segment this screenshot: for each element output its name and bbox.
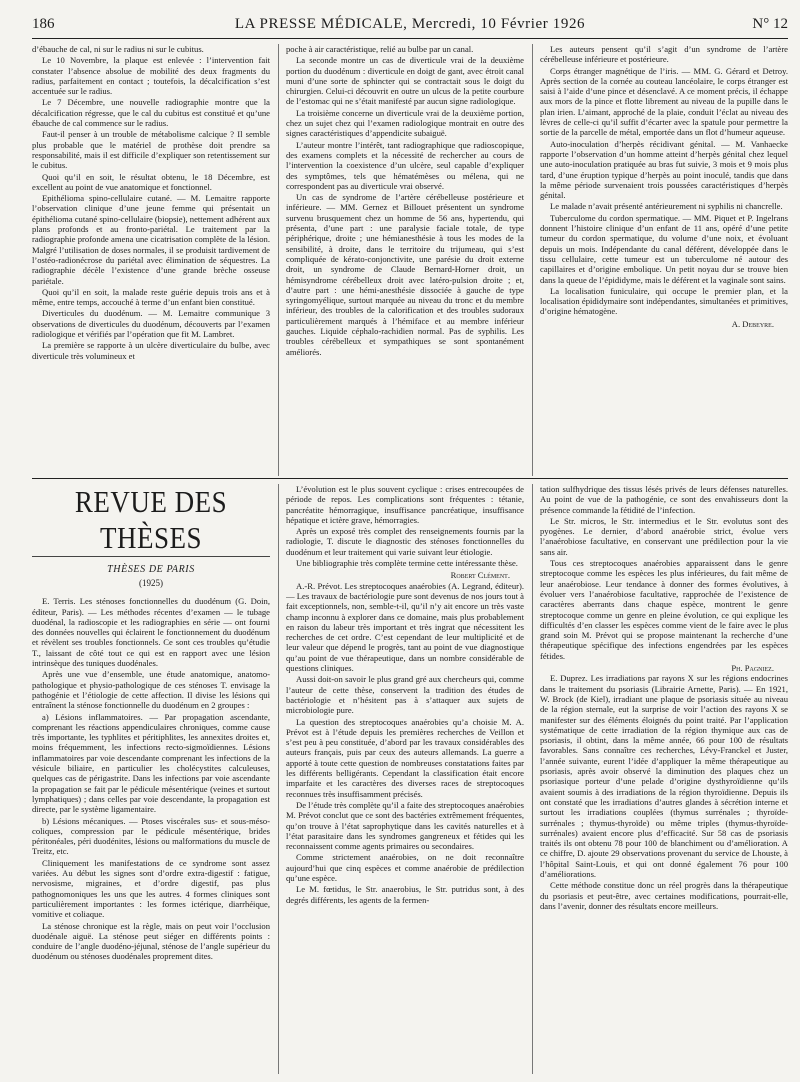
paragraph: a) Lésions inflammatoires. — Par propagation ascendante, comprenant les réactions appendiculaires chroniques, comme cause très importante, les typhlites et péritiphlites, les annexites droites et, moins fréquemment, les infections recto-sigmoïdiennes. Lésions inflammatoires par voie descendante comprenant les infections de la vésicule biliaire, en particulier les cholécystites calculeuses, quelques cas de périgastrite. Dans les infections par voie ascendante la propagation se fait par le pédicule mésentérique (veines et surtout lymphatiques) ; dans celles par voie descendante, la propagation est directe, par le système ligamentaire.: [32, 711, 270, 815]
paragraph: De l’étude très complète qu’il a faite des streptocoques anaérobies M. Prévot conclut que ce sont des bactéries extrêmement fréquentes, qu’on trouve à l’état saprophytique dans les cavités naturelles et à l’état parasitaire dans les syndromes gangreneux et fétides qui les reconnaissent comme agents primaires ou secondaires.: [286, 799, 524, 852]
paragraph: Cette méthode constitue donc un réel progrès dans la thérapeutique du psoriasis et peut-être, avec certaines modifications, pourrait-elle, dans l’avenir, donner des résultats encore meilleurs.: [540, 880, 788, 911]
top-middle-column: [286, 44, 524, 474]
paragraph: Diverticules du duodénum. — M. Lemaitre communique 3 observations de diverticules du duodénum, découverts par l’examen radiologique et vérifiés par l’opération que fit M. Lambret.: [32, 308, 270, 340]
author-signature: Ph. Pagniez.: [731, 663, 774, 674]
paragraph: d’ébauche de cal, ni sur le radius ni sur le cubitus.: [32, 44, 204, 54]
bottom-left-column: [32, 484, 270, 1074]
paragraph: Auto-inoculation d’herpès récidivant génital. — M. Vanhaecke rapporte l’observation d’un homme atteint d’herpès génital chez lequel une auto-inoculation pratiquée au bras fut suivie, 3 mois et 9 mois plus tard, d’une éruption typique d’herpès au point inoculé, tandis que dans la même période survenaient trois poussées caractéristiques d’herpès génital.: [540, 138, 788, 201]
column-rule: [532, 484, 533, 1074]
paragraph: Epithélioma spino-cellulaire cutané. — M. Lemaitre rapporte l’observation clinique d’une jeune femme qui présentait un épithélioma cutané spino-cellulaire (biopsie), nettement adhérent aux plans profonds et au fronto-pariétal. Le traitement par la radiographie profonde amena une cicatrisation complète de la lésion. Malgré l’utilisation de doses normales, il se produisit tardivement de l’ostéo-radionécrose du pariétal avec élimination de séquestres. La radiographie décèle l’existence d’une grande brèche osseuse pariétale.: [32, 193, 270, 286]
paragraph: Corps étranger magnétique de l’iris. — MM. G. Gérard et Detroy. Après section de la cornée au couteau lancéolaire, le corps étranger est saisi à l’aide d’une pince et désenclavé. A ce moment précis, il échappe aux mors de la pince et flotte librement au niveau de la pupille dans le plan irien. L’aimant, approché de la plaie, conduit l’éclat au niveau des lèvres de celle-ci qu’il suffit d’écarter avec la spatule pour permettre la sortie de la parcelle de métal, emportée dans un flot d’humeur aqueuse.: [540, 65, 788, 138]
paragraph: La troisième concerne un diverticule vrai de la deuxième portion, chez un sujet chez qui l’examen radiologique montrait en outre des signes caractéristiques d’appendicite subaiguë.: [286, 107, 524, 139]
paragraph: Après une vue d’ensemble, une étude anatomique, anatomo-pathologique et physio-pathologique de ces sténoses T. envisage la pathogénie et l’étiologie de cette affection. Il divise les lésions qui entraînent la sténose fonctionnelle du duodénum en 2 groupes :: [32, 669, 270, 711]
author-signature: Robert Clément.: [450, 570, 510, 581]
paragraph: La première se rapporte à un ulcère diverticulaire du bulbe, avec diverticule très volumineux et: [32, 340, 270, 361]
column-rule: [532, 44, 533, 476]
paragraph: Faut-il penser à un trouble de métabolisme calcique ? Il semble plus probable que le matériel de prothèse doit prendre sa responsabilité, mais il est difficile d’expliquer son retentissement sur le cubitus.: [32, 129, 270, 171]
section-title: REVUE DES THÈSES: [74, 485, 228, 555]
paragraph: Les auteurs pensent qu’il s’agit d’un syndrome de l’artère cérébelleuse inférieure et postérieure.: [540, 44, 788, 65]
paragraph: Un cas de syndrome de l’artère cérébelleuse postérieure et inférieure. — MM. Gernez et Billouet présentent un syndrome survenu brusquement chez un homme de 56 ans, hypertendu, qui présenta, d’une part : une paralysie faciale totale, de type périphérique, droite ; une hémianesthésie à tous les modes de la sensibilité, à droite, dans le territoire du trijumeau, qui s’est compliquée de kérato-conjonctivite, une parésie du droit externe droit, un syndrome de Claude Bernard-Horner droit, un hémisyndrome cérébelleux droit avec latéro-pulsion droite ; et, d’autre part : une hémi-anesthésie dissociée à gauche de type syringomyélique, surtout marquée au niveau du tronc et du membre inférieur, des troubles de la calorification et des troubles sudoraux particulièrement marqués à l’hémiface et au membre inférieur gauches. Liquide céphalo-rachidien normal. Pas de syphilis. Les troubles cérébelleux et sympathiques se sont spontanément améliorés.: [286, 192, 524, 357]
paragraph: Le malade n’avait présenté antérieurement ni syphilis ni chancrelle.: [550, 201, 783, 212]
paragraph: Aussi doit-on savoir le plus grand gré aux chercheurs qui, comme l’auteur de cette thèse, conservent la tradition des études de bactériologie et n’hésitent pas à s’attaquer aux sujets de microbiologie pure.: [286, 674, 524, 716]
paragraph: Après un exposé très complet des renseignements fournis par la radiologie, T. discute le diagnostic des sténoses fonctionnelles du duodénum et leur traitement qui varie suivant leur étiologie.: [286, 526, 524, 557]
paragraph: Quoi qu’il en soit, le résultat obtenu, le 18 Décembre, est excellent au point de vue anatomique et fonctionnel.: [32, 171, 270, 192]
section-year: (1925): [139, 578, 163, 588]
paragraph: A.-R. Prévot. Les streptocoques anaérobies (A. Legrand, éditeur). — Les travaux de bactériologie pure sont devenus de nos jours tout à fait exceptionnels, non, semble-t-il, qu’il n’y ait encore un très vaste champ inconnu à explorer dans ce domaine, mais plus probablement en raison du labeur très important et très ingrat que nécessitent les recherches de cet ordre. C’est cependant de leur multiplicité et de leur valeur que dépend le progrès, tant au point de vue diagnostique qu’au point de vue thérapeutique, dans un nombre considérable de questions cliniques.: [286, 580, 524, 674]
author-signature: A. Debeyre.: [731, 318, 774, 329]
paragraph: Le M. fœtidus, le Str. anaerobius, le Str. putridus sont, à des degrés différents, les agents de la fermen-: [286, 884, 524, 905]
paragraph: La question des streptocoques anaérobies qu’a choisie M. A. Prévot est à l’étude depuis les premières recherches de Veillon et s’est peu à peu constituée, d’abord par les travaux considérables des auteurs français, puis par ceux des auteurs allemands. La guerre a apporté à toute cette question de nombreuses constatations faites par les différents belligérants. Cependant la classification était encore imparfaite et les caractères des diverses races de streptocoques reconnues très insuffisamment précisés.: [286, 716, 524, 799]
journal-title: LA PRESSE MÉDICALE, Mercredi, 10 Février 1926: [234, 16, 586, 32]
paragraph: b) Lésions mécaniques. — Ptoses viscérales sus- et sous-méso-coliques, compression par le pédicule mésentérique, brides péritonéales, péri duodénites, lésions ou malformations du muscle de Treitz, etc.: [32, 815, 270, 857]
paragraph: Une bibliographie très complète termine cette intéressante thèse.: [296, 558, 518, 569]
paragraph: L’évolution est le plus souvent cyclique : crises entrecoupées de période de repos. Les complications sont fréquentes : tétanie, pancréatite hémorragique, insuffisance pancréatique, insuffisance hépatique et ictère grave, hémorragies.: [286, 484, 524, 525]
paragraph: La localisation funiculaire, qui occupe le premier plan, et la localisation épididymaire sont indépendantes, simultanées et primitives, d’origine hématogène.: [540, 285, 788, 317]
page-number: 186: [32, 16, 55, 32]
paragraph: poche à air caractéristique, relié au bulbe par un canal.: [286, 44, 474, 54]
column-rule: [278, 484, 279, 1074]
paragraph: Tous ces streptocoques anaérobies apparaissent dans le genre streptocoque comme les espèces les plus inférieures, du fait même de leur anaérobiose. Leur tendance à donner des formes évolutives, à évoluer vers l’anaérobiose facultative, rapprochée de l’existence de caractères aberrants dans chaque espèce, montrent le genre streptocoque comme un genre en pleine évolution, ce qui explique les difficultés d’en classer les espèces comme vient de le faire avec le plus grand soin M. Prévot qui se propose maintenant la recherche d’une thérapeutique spécifique des infections engendrées par les espèces fétides.: [540, 558, 788, 661]
bottom-right-column: [540, 484, 788, 1074]
issue-number: N° 12: [752, 16, 788, 32]
paragraph: Le 7 Décembre, une nouvelle radiographie montre que la décalcification régresse, que le cal du cubitus est constitué et qu’une ébauche de cal commence sur le radius.: [32, 97, 270, 129]
top-right-column: [540, 44, 788, 474]
title-rule: [32, 556, 270, 557]
section-divider: [32, 478, 788, 479]
paragraph: La seconde montre un cas de diverticule vrai de la deuxième portion du duodénum : diverticule en doigt de gant, avec étroit canal muni d’une sorte de sphincter qui se contractait sous le doigt du chirurgien. Celui-ci découvrit en outre un ulcus de la petite courbure de l’estomac qui ne s’était manifesté par aucun signe radiologique.: [286, 55, 524, 107]
paragraph: Tuberculome du cordon spermatique. — MM. Piquet et P. Ingelrans donnent l’histoire clinique d’un enfant de 11 ans, opéré d’une petite tumeur du cordon spermatique, du volume d’une noix, et évoluant depuis un mois. Indépendante du canal déférent, développée dans le tissu cellulaire, cette tumeur est un tuberculome né autour des capillaires et d’origine embolique. Un petit noyau dur se trouve bien dans la queue de l’épididyme, mais le déférent et la vaginale sont sains.: [540, 212, 788, 285]
column-rule: [278, 44, 279, 476]
paragraph: Quoi qu’il en soit, la malade reste guérie depuis trois ans et à même, entre temps, accouché à terme d’un enfant bien constitué.: [32, 286, 270, 308]
top-left-column: [32, 44, 270, 474]
paragraph: E. Terris. Les sténoses fonctionnelles du duodénum (G. Doin, éditeur, Paris). — Les méthodes récentes d’examen — le tubage duodénal, la radioscopie et les radiographies en série — ont fourni des données nouvelles qui éclairent le fonctionnement du duodénum et révèlent ses troubles fonctionnels. Ce sont ces troubles qu’étudie T., laissant de côté tout ce qui est en rapport avec une lésion intrinsèque des tuniques duodénales.: [32, 596, 270, 669]
paragraph: Le 10 Novembre, la plaque est enlevée : l’intervention fait constater l’absence absolue de mobilité des deux fragments du radius, parfaitement en contact ; toutefois, la décalcification s’est accentuée sur le radius.: [32, 55, 270, 97]
paragraph: Le Str. micros, le Str. intermedius et le Str. evolutus sont des pyogènes. Le dernier, d’abord anaérobie strict, évolue vers l’anaérobiose facultative, en conservant une prédilection pour la vie sans air.: [540, 515, 788, 557]
bottom-middle-column: [286, 484, 524, 1074]
paragraph: Cliniquement les manifestations de ce syndrome sont assez variées. Au début les signes sont d’ordre extra-digestif : fatigue, nervosisme, migraines, et d’ordre digestif, pas plus pathognomoniques les uns que les autres. 4 formes cliniques sont particulièrement importantes : les formes ictérique, diarrhéique, vomitive et coliaque.: [32, 857, 270, 920]
section-subtitle: THÈSES DE PARIS: [107, 564, 195, 575]
paragraph: tation sulfhydrique des tissus lésés privés de leurs défenses naturelles. Au point de vue de la pathogénie, ce sont des envahisseurs dont la présence commande la fétidité de l’infection.: [540, 484, 788, 515]
paragraph: La sténose chronique est la règle, mais on peut voir l’occlusion duodénale aiguë. La sténose peut siéger en différents points : conduire de l’angle duodéno-jéjunal, sténose de l’angle supérieur du duodénum ou sténoses duodénales proprement dites.: [32, 920, 270, 962]
paragraph: Comme strictement anaérobies, on ne doit reconnaître aujourd’hui que cinq espèces et comme anaérobie de prédilection qu’une espèce.: [286, 852, 524, 883]
page-header: [32, 14, 788, 39]
paragraph: E. Duprez. Les irradiations par rayons X sur les régions endocrines dans le traitement du psoriasis (Librairie Arnette, Paris). — En 1921, W. Brock (de Kiel), irradiant une plaque de psoriasis située au niveau de la région sternale, eut la surprise de voir l’action des rayons X se manifester sur des éléments éloignés du point traité. Par l’application systématique de cette irradiation de la région thymique aux cas de psoriasis, il obtint, dans la même année, 66 pour 100 de résultats favorables. Sans connaître ces recherches, Lévy-Franckel et Juster, l’année suivante, eurent l’idée d’appliquer la même thérapeutique au psoriasis, après avoir observé la diminution des plaques chez un psoriasique porteur d’une pelade d’origine dysthyroïdienne qu’ils avaient soumis à des irradiations de la région thyroïdienne. Depuis ils ont constaté que les irradiations d’autres glandes à sécrétion interne et surtout les irradiations couplées (thymus surrénales ; thyroïde-surrénales ; thymus-thyroïde) ou même triples (thymus-thyroïde-surrénales) avaient encore plus d’efficacité. Sur 58 cas de psoriasis traités ils ont obtenu 78 pour 100 de blanchiment ou d’amélioration. A ce chiffre, D. ajoute 29 observations provenant du service de Lhouste, à l’hôpital Saint-Louis, et qui ont donné également 76 pour 100 d’améliorations.: [540, 673, 788, 879]
paragraph: L’auteur montre l’intérêt, tant radiographique que radioscopique, des examens complets et la nécessité de rechercher au cours de l’intervention la coexistence d’un ulcère, seul capable d’expliquer des symptômes, tels que hématémèses ou mélena, qui ne correspondent pas au diverticule vrai observé.: [286, 139, 524, 191]
